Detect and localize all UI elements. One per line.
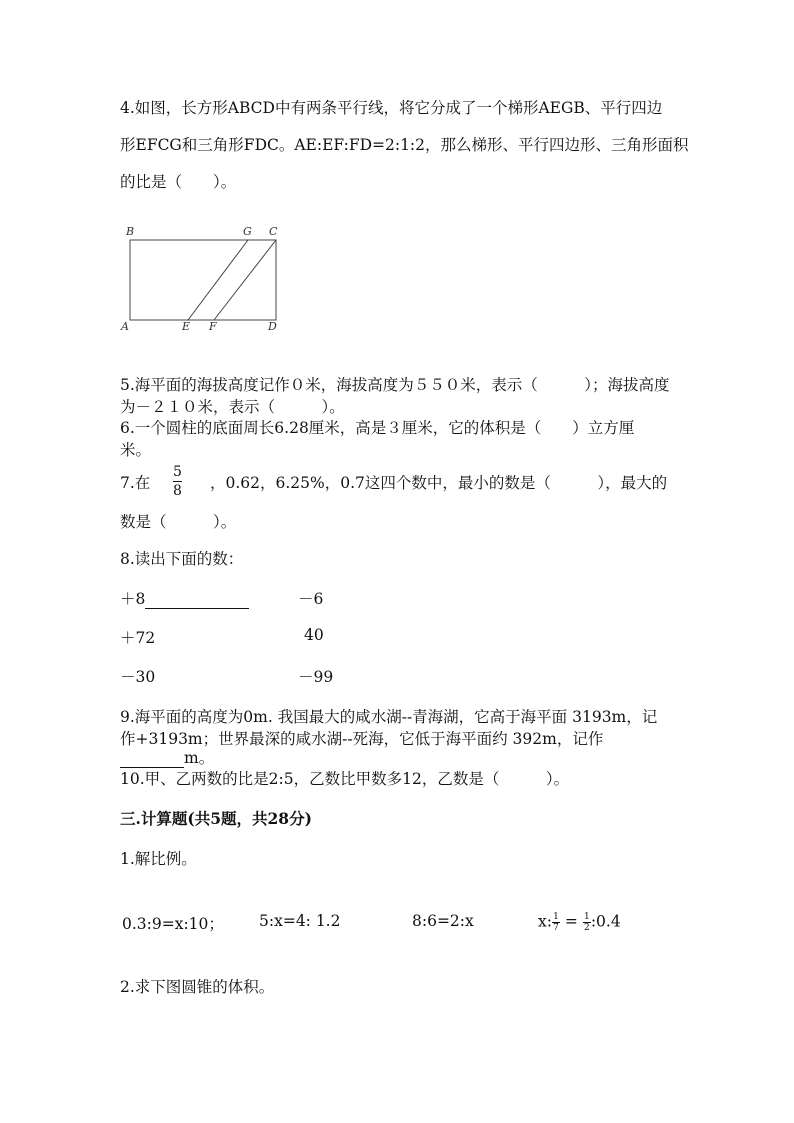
fraction-one-seventh: $\frac{1}{7}$ [553,912,559,933]
q8-title: 8.读出下面的数： [120,550,244,568]
fraction-numerator: 5 [173,464,182,480]
q4-line-3: 的比是（ ）。 [120,173,237,191]
q5-line-2: 为－２１０米，表示（ ）。 [120,398,345,416]
q9-line-3 [120,746,214,768]
label-g: G [243,225,252,238]
q4-line-1: 4.如图，长方形ABCD中有两条平行线，将它分成了一个梯形AEGB、平行四边 [120,99,663,117]
calc1-equation-3: 8:6=2:x [412,912,474,930]
calc2-title: 2.求下图圆锥的体积。 [120,978,275,996]
section-title: 三.计算题(共5题，共28分) [120,809,312,828]
q7-prefix: 7.在 [120,474,151,492]
label-f: F [209,320,217,333]
q8-number-4: 40 [304,626,324,644]
calc1-title: 1.解比例。 [120,850,197,868]
q7-rest: ，0.62，6.25%，0.7这四个数中，最小的数是（ ），最大的 [210,474,668,492]
q10-line-1: 10.甲、乙两数的比是2:5，乙数比甲数多12，乙数是（ ）。 [120,770,570,788]
fraction-five-eighths [173,464,182,499]
label-a: A [121,320,129,333]
q9-line-2: 作+3193m；世界最深的咸水湖--死海，它低于海平面约 392m，记作 [120,730,604,748]
label-e: E [182,320,191,333]
answer-blank [145,590,249,609]
q8-number-6: －99 [298,668,334,686]
q4-line-2: 形EFCG和三角形FDC。AE:EF:FD=2:1:2，那么梯形、平行四边形、三角形面积 [120,136,689,154]
answer-blank [120,749,184,768]
eq4-equals: = [559,912,583,931]
q8-number-5: －30 [120,668,156,686]
label-d: D [268,320,277,333]
q8-number-1 [120,587,249,609]
q6-line-2: 米。 [120,441,152,459]
fraction-one-half: $\frac{1}{2}$ [583,912,590,933]
rectangle-figure [118,222,298,334]
q6-line-1: 6.一个圆柱的底面周长6.28厘米，高是３厘米，它的体积是（ ）立方厘 [120,419,635,437]
q9-unit: m。 [184,749,215,767]
calc1-equation-2: 5:x=4: 1.2 [259,912,341,930]
calc1-equation-1: 0.3:9=x:10； [122,915,224,933]
eq4-prefix: x: [538,912,552,931]
q7-line-2: 数是（ ）。 [120,513,237,531]
q8-number-2: －6 [298,590,324,608]
q8-number-3: ＋72 [120,629,156,647]
calc1-equation-4 [538,912,621,933]
fraction-denominator: 8 [173,483,182,499]
eq4-suffix: :0.4 [590,912,621,931]
q5-line-1: 5.海平面的海拔高度记作０米，海拔高度为５５０米，表示（ ）；海拔高度 [120,376,670,394]
q8-n1: ＋8 [120,590,146,608]
label-c: C [269,225,278,238]
label-b: B [126,225,135,238]
q9-line-1: 9.海平面的高度为0m. 我国最大的咸水湖--青海湖，它高于海平面 3193m，记 [120,708,658,726]
